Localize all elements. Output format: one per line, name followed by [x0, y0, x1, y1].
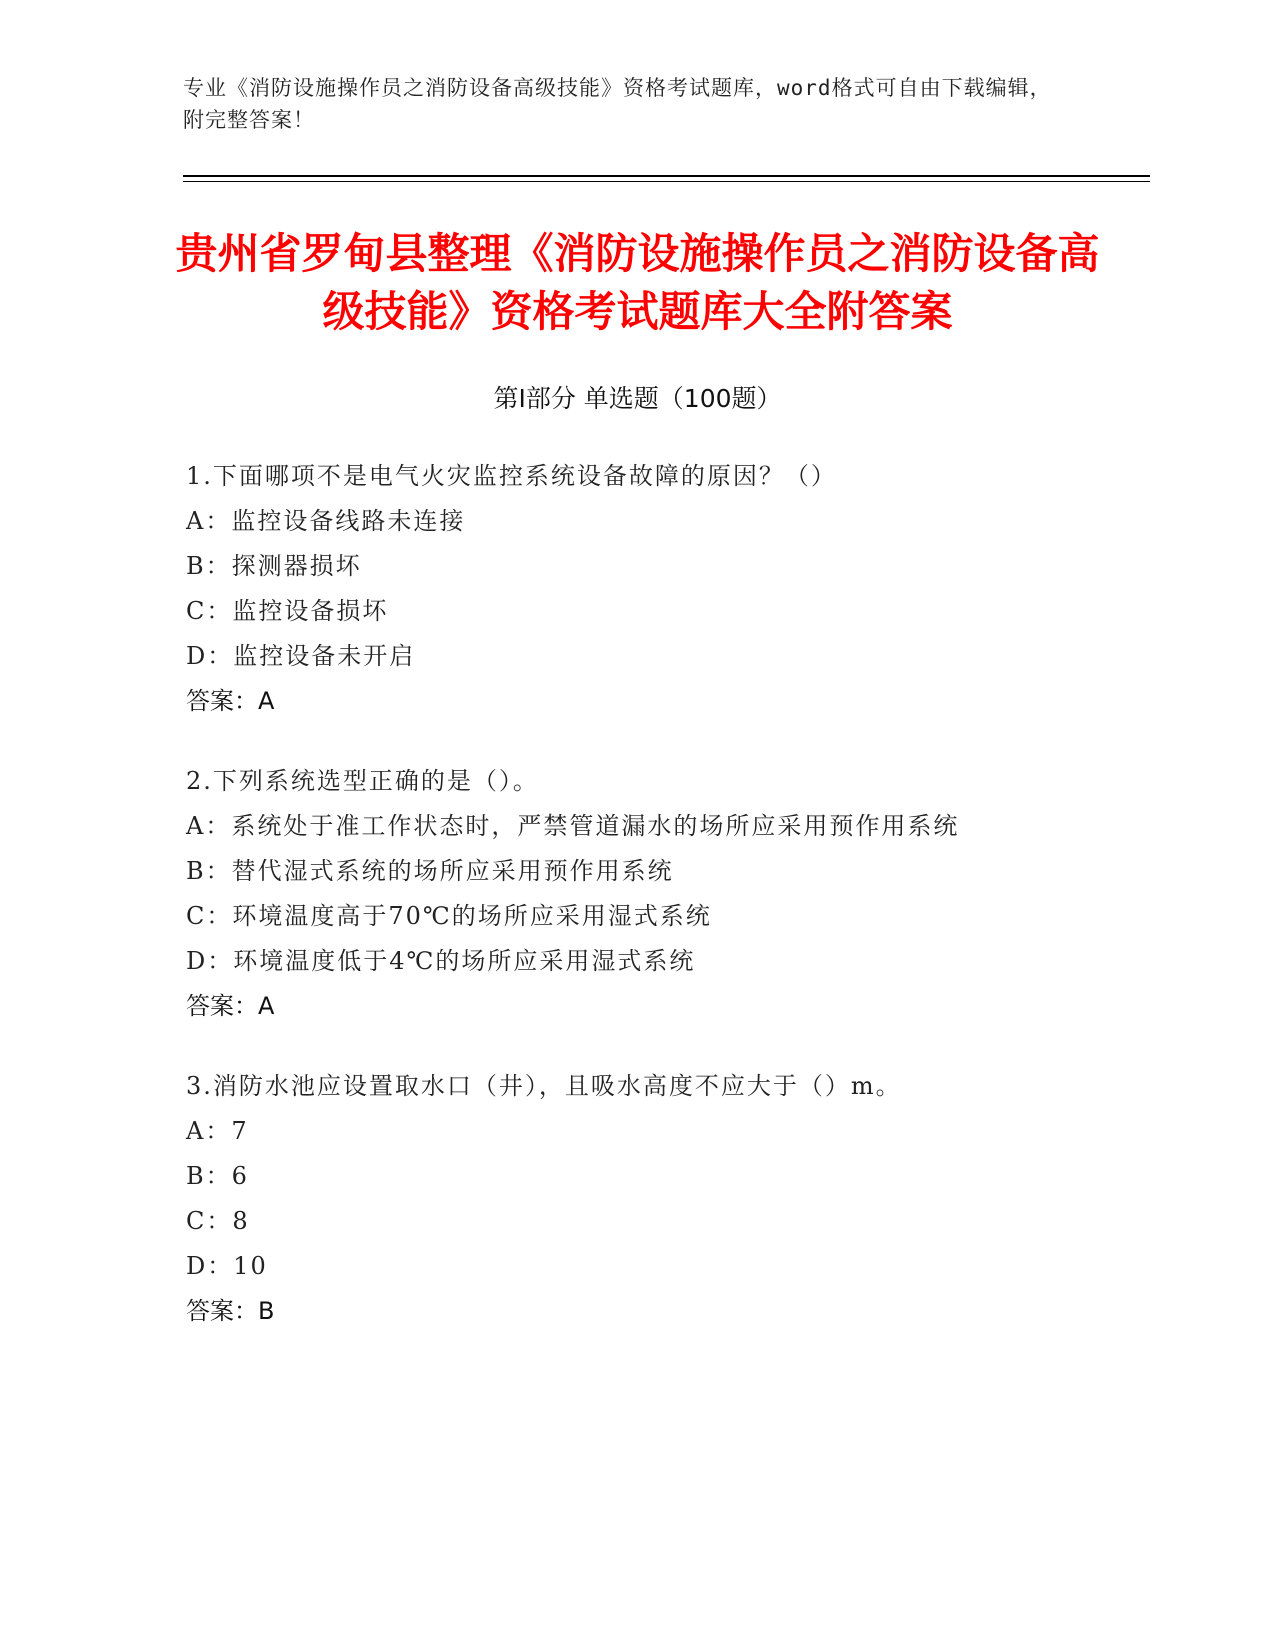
option-b: B：探测器损坏	[186, 552, 362, 580]
document-title: 贵州省罗甸县整理《消防设施操作员之消防设备高级技能》资格考试题库大全附答案	[175, 229, 1100, 336]
option-c: C：环境温度高于70℃的场所应采用湿式系统	[186, 902, 712, 930]
option-d: D：10	[186, 1252, 268, 1280]
question-2	[186, 759, 1086, 1029]
header-divider-thick	[183, 175, 1150, 177]
question-stem: 3.消防水池应设置取水口（井），且吸水高度不应大于（）m。	[186, 1072, 902, 1100]
answer-line: 答案：A	[186, 992, 275, 1020]
option-a: A：7	[186, 1117, 249, 1145]
option-a: A：监控设备线路未连接	[186, 507, 466, 535]
header-note: 专业《消防设施操作员之消防设备高级技能》资格考试题库，word格式可自由下载编辑，附完整答案！	[183, 76, 1052, 132]
question-stem: 2.下列系统选型正确的是（）。	[186, 767, 539, 795]
option-d: D：监控设备未开启	[186, 642, 416, 670]
question-3	[186, 1064, 1086, 1334]
option-c: C：监控设备损坏	[186, 597, 389, 625]
header-divider-thin	[183, 181, 1150, 182]
section-title: 第Ⅰ部分 单选题（100题）	[493, 384, 782, 413]
answer-line: 答案：A	[186, 687, 275, 715]
option-a: A：系统处于准工作状态时，严禁管道漏水的场所应采用预作用系统	[186, 812, 960, 840]
option-c: C：8	[186, 1207, 250, 1235]
question-1	[186, 454, 1086, 724]
option-b: B：替代湿式系统的场所应采用预作用系统	[186, 857, 674, 885]
answer-line: 答案：B	[186, 1297, 275, 1325]
option-b: B：6	[186, 1162, 249, 1190]
option-d: D：环境温度低于4℃的场所应采用湿式系统	[186, 947, 696, 975]
question-stem: 1.下面哪项不是电气火灾监控系统设备故障的原因？（）	[186, 462, 837, 490]
